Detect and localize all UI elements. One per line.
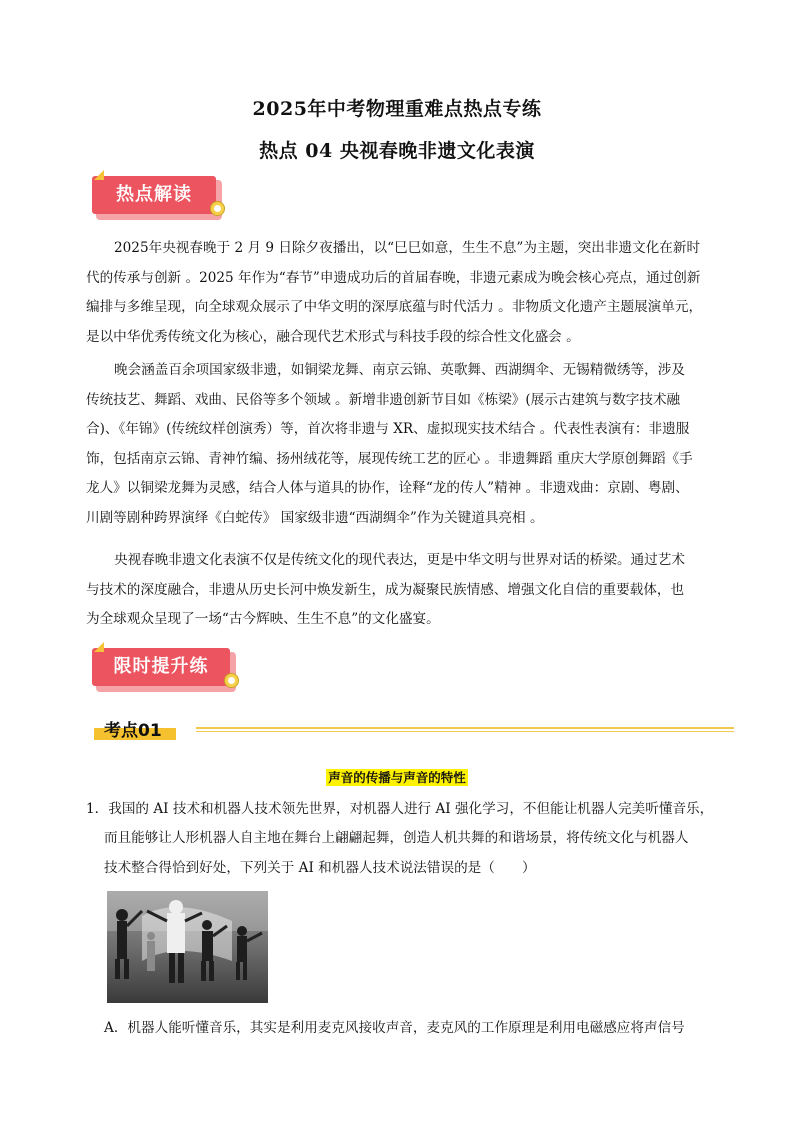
- text-line: 合)、《年锦》(传统纹样创演秀）等，首次将非遗与 XR、虚拟现实技术结合 。代表性表演有：非遗服: [86, 421, 690, 438]
- text-line: 传统技艺、舞蹈、戏曲、民俗等多个领域 。新增非遗创新节目如《栋梁》(展示古建筑与数字技术融: [86, 391, 681, 408]
- text-line: 央视春晚非遗文化表演不仅是传统文化的现代表达，更是中华文明与世界对话的桥梁。通过艺术: [114, 552, 685, 568]
- text-line: 代的传承与创新 。2025 年作为“春节”申遗成功后的首届春晚，非遗元素成为晚会核心亮点，通过创新: [86, 269, 701, 286]
- paragraph-intro: [86, 234, 718, 352]
- text-line: 晚会涵盖百余项国家级非遗，如铜梁龙舞、南京云锦、英歌舞、西湖绸伞、无锡精微绣等，涉及: [114, 362, 685, 378]
- question-1: [86, 795, 720, 883]
- topic-label: 声音的传播与声音的特性: [328, 770, 466, 785]
- question-line: 技术整合得恰到好处，下列关于 AI 和机器人技术说法错误的是（ ）: [104, 859, 536, 876]
- section-banner-interpretation: [92, 174, 226, 222]
- banner-label: 热点解读: [92, 176, 216, 214]
- exam-point-label: 考点01: [104, 721, 162, 741]
- option-a: A．机器人能听懂音乐，其实是利用麦克风接收声音，麦克风的工作原理是利用电磁感应将声信号: [104, 1020, 685, 1036]
- divider: [196, 731, 734, 732]
- robot-dance-photo: [107, 891, 268, 1003]
- banner-corner-icon: [94, 642, 104, 652]
- ring-icon: [225, 674, 238, 687]
- text-line: 是以中华优秀传统文化为核心，融合现代艺术形式与科技手段的综合性文化盛会 。: [86, 328, 580, 345]
- section-banner-practice: [92, 646, 242, 694]
- text-line: 为全球观众呈现了一场“古今辉映、生生不息”的文化盛宴。: [86, 611, 440, 628]
- paragraph-details: [86, 356, 718, 534]
- exam-point-header: [94, 716, 734, 746]
- page-subtitle: 热点 04 央视春晚非遗文化表演: [259, 140, 535, 162]
- text-line: 饰，包括南京云锦、青神竹编、扬州绒花等，展现传统工艺的匠心 。非遗舞蹈 重庆大学原创舞蹈《手: [86, 450, 693, 467]
- paragraph-conclusion: [86, 546, 718, 635]
- divider: [196, 727, 734, 729]
- banner-corner-icon: [94, 170, 104, 180]
- text-line: 2025年央视春晚于 2 月 9 日除夕夜播出，以“巳巳如意，生生不息”为主题，突出非遗文化在新时: [114, 240, 701, 256]
- text-line: 编排与多维呈现，向全球观众展示了中华文明的深厚底蕴与时代活力 。非物质文化遗产主题展演单元，: [86, 299, 703, 316]
- text-line: 龙人》以铜梁龙舞为灵感，结合人体与道具的协作，诠释“龙的传人”精神 。非遗戏曲：京剧、粤剧、: [86, 480, 689, 497]
- text-line: 与技术的深度融合，非遗从历史长河中焕发新生，成为凝聚民族情感、增强文化自信的重要载体，也: [86, 581, 685, 598]
- page-title: 2025年中考物理重难点热点专练: [252, 98, 542, 120]
- question-line: 1．我国的 AI 技术和机器人技术领先世界，对机器人进行 AI 强化学习，不但能让机器人完美听懂音乐，: [86, 801, 714, 817]
- banner-label: 限时提升练: [92, 648, 230, 686]
- ring-icon: [211, 202, 224, 215]
- question-line: 而且能够让人形机器人自主地在舞台上翩翩起舞，创造人机共舞的和谐场景，将传统文化与机器人: [104, 830, 689, 847]
- text-line: 川剧等剧种跨界演绎《白蛇传》 国家级非遗“西湖绸伞”作为关键道具亮相 。: [86, 509, 544, 526]
- topic-heading: [0, 767, 794, 786]
